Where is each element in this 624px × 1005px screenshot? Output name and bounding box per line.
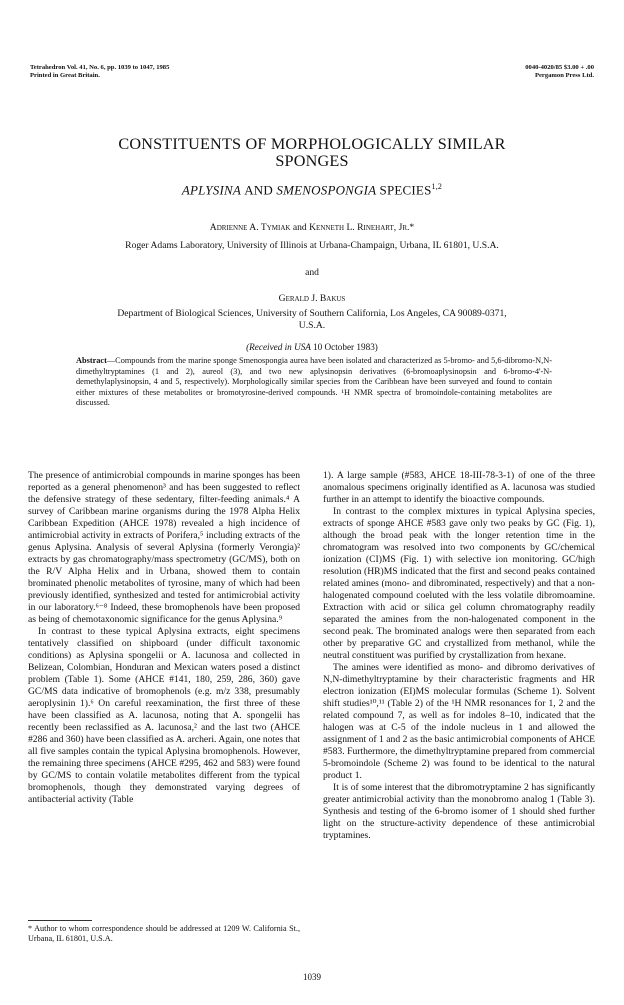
footnote-rule	[28, 920, 92, 921]
abstract-label: Abstract	[76, 356, 107, 365]
page-number: 1039	[303, 972, 321, 982]
printed-in: Printed in Great Britain.	[30, 72, 100, 79]
author-bakus: Gerald J. Bakus	[278, 293, 346, 304]
author-tymiak: Adrienne A. Tymiak	[209, 222, 291, 233]
and-separator: and	[305, 267, 319, 278]
subtitle-species: SPECIES	[379, 182, 432, 198]
paragraph: The amines were identified as mono- and dibromo derivatives of N,N-dimethyltryptamine by their characteristic fragments and HR electron ionization (EI)MS molecular formulas (Scheme 1). Solvent shift studies¹⁰,¹¹ (Table 2) of the ¹H NMR resonances for 1, 2 and the related compound 7, as well as for indoles 8–10, indicated that the halogen was at C-5 of the indole nucleus in 1 and allowed the assignment of 1 and 2 as the basic antimicrobial components of AHCE #583. Furthermore, the dimethyltryptamine prepared from commercial 5-bromoindole (Scheme 2) was found to be identical to the natural product 1.	[323, 662, 595, 781]
author-line	[0, 222, 624, 233]
abstract-text: —Compounds from the marine sponge Smenospongia aurea have been isolated and characterized as 5-bromo- and 5,6-dibromo-N,N-dimethyltryptamines (1 and 2), aureol (3), and two new aplysinopsin derivatives (6-bromoaplysinopsin and 6-bromo-4'-N-demethylaplysinopsin, 4 and 5, respectively). Morphologically similar species from the Caribbean have been surveyed and found to contain either mixtures of these metabolites or bromotyrosine-derived compounds. ¹H NMR spectra of bromoindole-containing metabolites are discussed.	[76, 356, 552, 408]
affiliation-illinois: Roger Adams Laboratory, University of Illinois at Urbana-Champaign, Urbana, IL 61801, U.S.A.	[125, 240, 499, 251]
footnote: * Author to whom correspondence should be addressed at 1209 W. California St., Urbana, IL 61801, U.S.A.	[28, 924, 300, 943]
affiliation-usc-line-2: U.S.A.	[298, 320, 326, 331]
price-code: 0040-4020/85 $3.00 + .00	[525, 64, 594, 71]
received-prefix: (Received in USA	[246, 342, 311, 352]
body-column-right	[323, 470, 595, 842]
body-column-left	[28, 470, 300, 806]
paragraph: 1). A large sample (#583, AHCE 18-III-78-3-1) of one of the three anomalous specimens originally identified as A. lacunosa was studied further in an attempt to identify the bioactive compounds.	[323, 470, 595, 505]
affiliation-usc-line-1: Department of Biological Sciences, University of Southern California, Los Angeles, CA 90089-0371,	[117, 308, 507, 319]
paragraph: The presence of antimicrobial compounds in marine sponges has been reported as a general phenomenon³ and has been suggested to reflect the defensive strategy of these sedentary, filter-feeding animals.⁴ A survey of Caribbean marine organisms during the 1978 Alpha Helix Caribbean Expedition (AHCE 1978) revealed a high incidence of antimicrobial activity in extracts of Porifera,⁵ including extracts of the genus Aplysina. Analysis of several Aplysina (formerly Verongia)² extracts by gas chromatography/mass spectrometry (GC/MS), both on the R/V Alpha Helix and in Urbana, showed them to contain brominated phenolic metabolites of tyrosine, many of which had been previously identified, synthesized and tested for antimicrobial activity in our laboratory.⁶⁻⁸ Indeed, these bromophenols have been proposed as being of chemotaxonomic significance for the genus Aplysina.⁹	[28, 470, 300, 625]
affiliation-usc	[0, 308, 624, 332]
title-line-1: CONSTITUENTS OF MORPHOLOGICALLY SIMILAR	[118, 135, 506, 153]
abstract	[76, 356, 552, 409]
author-rinehart: Kenneth L. Rinehart, Jr.*	[309, 222, 415, 233]
title-line-2: SPONGES	[275, 152, 349, 170]
running-header-right	[525, 64, 594, 80]
paper-title	[0, 136, 624, 170]
paragraph: In contrast to the complex mixtures in typical Aplysina species, extracts of sponge AHCE #583 gave only two peaks by GC (Fig. 1), although the broad peak with the longer retention time in the chromatogram was resolved into two components by GC/chemical ionization (CI)MS (Fig. 1) with selective ion monitoring. GC/high resolution (HR)MS indicated that the first and second peaks contained related amines (mono- and dibrominated, respectively) and that a non-halogenated compound coeluted with the less volatile dibromoamine. Extraction with acid or silica gel column chromatography readily separated the amines from the non-halogenated component in the second peak. The brominated analogs were then separated from each other by preparative GC and crystallized from methanol, while the neutral constituent was purified by crystallization from hexane.	[323, 506, 595, 661]
received-date	[0, 342, 624, 352]
subtitle-refs: 1,2	[431, 182, 443, 191]
author-and: and	[292, 222, 307, 233]
received-day: 10 October 1983)	[313, 342, 378, 352]
paragraph: It is of some interest that the dibromotryptamine 2 has significantly greater antimicrobial activity than the monobromo analog 1 (Table 3). Synthesis and testing of the 6-bromo isomer of 1 should shed further light on the structure-activity dependence of these antimicrobial tryptamines.	[323, 782, 595, 841]
genus-smenospongia: SMENOSPONGIA	[276, 182, 377, 198]
genus-aplysina: APLYSINA	[181, 182, 241, 198]
subtitle-and: AND	[244, 182, 273, 198]
publisher: Pergamon Press Ltd.	[534, 72, 594, 79]
paper-subtitle	[0, 182, 624, 198]
running-header-left	[30, 64, 169, 80]
journal-citation: Tetrahedron Vol. 41, No. 6, pp. 1039 to 1047, 1985	[30, 64, 170, 71]
paragraph: In contrast to these typical Aplysina extracts, eight specimens tentatively classified on shipboard (under difficult taxonomic conditions) as Aplysina spongelii or A. lacunosa and collected in Belizean, Colombian, Honduran and Mexican waters posed a distinct problem (Table 1). Some (AHCE #141, 180, 259, 286, 360) gave GC/MS data indicative of bromophenols (e.g. m/z 338, presumably aeroplysinin 1).⁶ On careful reexamination, the first three of these have been classified as A. lacunosa, noting that A. spongelii has recently been reclassified as A. lacunosa,² and the last two (AHCE #286 and 360) have been classified as A. archeri. Again, one notes that all five samples contain the typical Aplysina bromophenols. However, the remaining three specimens (AHCE #295, 462 and 583) were found by GC/MS to contain volatile metabolites different from the typical bromophenols, though they demonstrated varying degrees of antibacterial activity (Table	[28, 626, 300, 805]
